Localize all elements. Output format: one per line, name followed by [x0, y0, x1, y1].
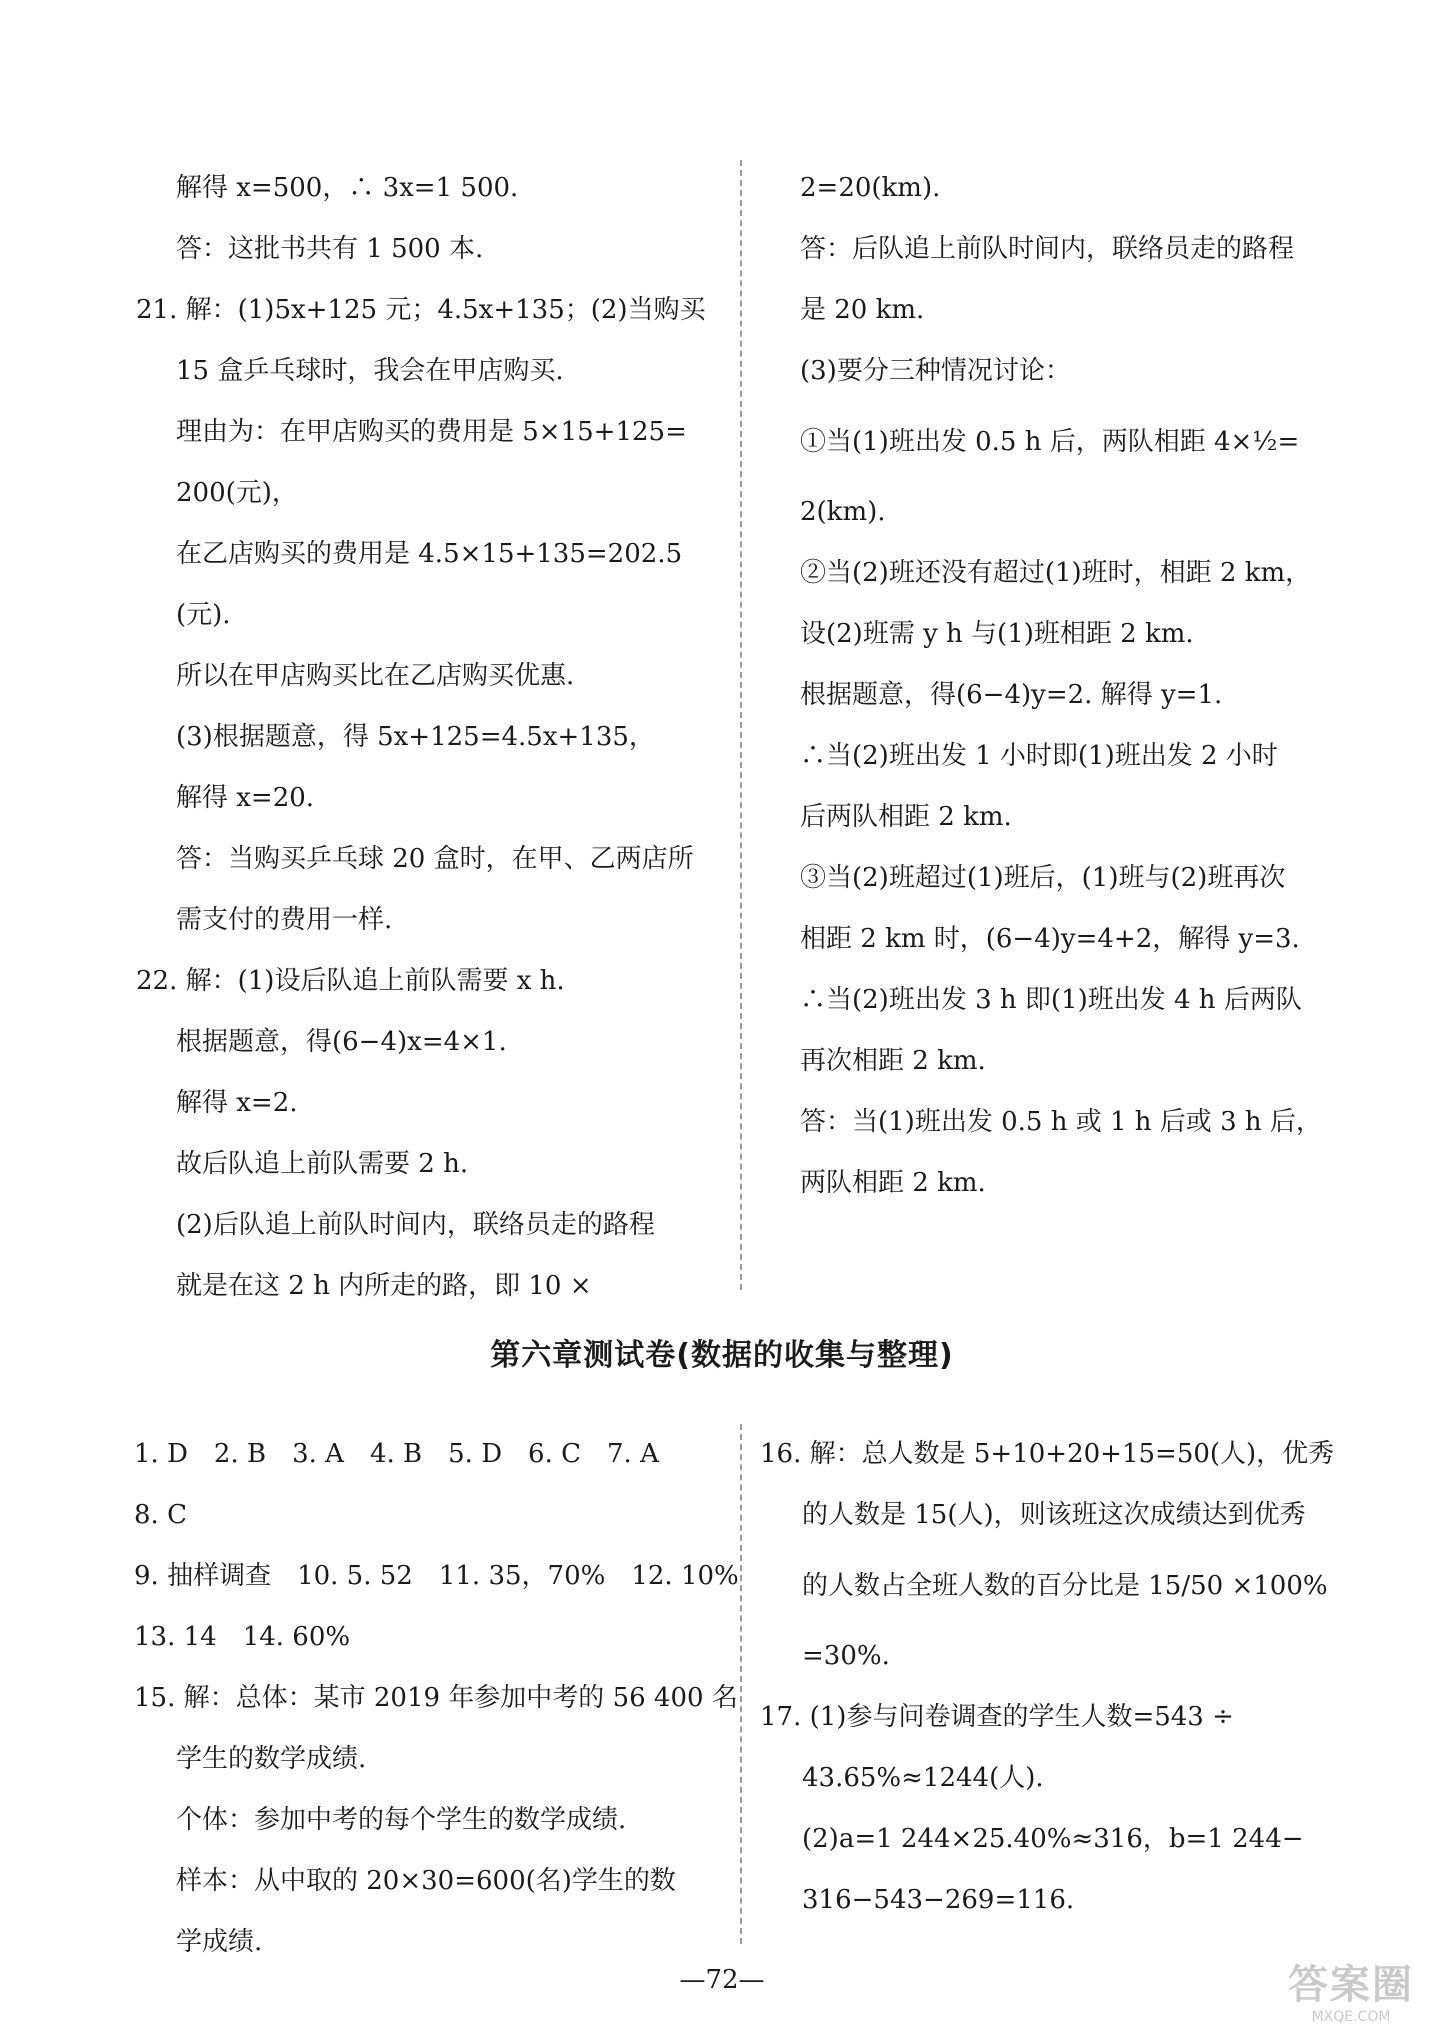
text-line: 13. 14 14. 60%: [134, 1622, 351, 1652]
text-line: 所以在甲店购买比在乙店购买优惠.: [176, 661, 575, 691]
text-line: 需支付的费用一样.: [176, 905, 393, 935]
page-number: —72—: [679, 1965, 765, 1995]
right-column-bottom: [760, 1424, 1360, 1931]
text-line: 2(km).: [800, 497, 886, 527]
text-line: 故后队追上前队需要 2 h.: [176, 1149, 469, 1179]
text-line: 学成绩.: [176, 1927, 263, 1957]
text-line: 答：当购买乒乓球 20 盒时，在甲、乙两店所: [176, 844, 694, 874]
text-line: 就是在这 2 h 内所走的路，即 10 ×: [176, 1271, 592, 1301]
text-line: 解得 x=500，∴ 3x=1 500.: [176, 173, 519, 203]
text-line: (3)根据题意，得 5x+125=4.5x+135，: [176, 722, 655, 752]
text-line: 2=20(km).: [800, 173, 941, 203]
watermark-logo: [1276, 1963, 1426, 2033]
text-line: (3)要分三种情况讨论：: [800, 356, 1071, 386]
left-column-top: [136, 158, 736, 1317]
text-line: 解得 x=20.: [176, 783, 315, 813]
watermark-url: MXQE.COM: [1311, 2009, 1391, 2025]
text-line: 的人数是 15(人)，则该班这次成绩达到优秀: [802, 1500, 1306, 1530]
text-line: ②当(2)班还没有超过(1)班时，相距 2 km，: [800, 558, 1312, 588]
text-line: 316−543−269=116.: [802, 1885, 1075, 1915]
text-line: 17. (1)参与问卷调查的学生人数=543 ÷: [760, 1702, 1234, 1732]
text-line: 9. 抽样调查 10. 5. 52 11. 35，70% 12. 10%: [134, 1561, 739, 1591]
text-line: (2)后队追上前队时间内，联络员走的路程: [176, 1210, 655, 1240]
text-line: 21. 解：(1)5x+125 元；4.5x+135；(2)当购买: [136, 295, 706, 325]
watermark-main: 答案圈: [1288, 1962, 1414, 2008]
text-line: 在乙店购买的费用是 4.5×15+135=202.5: [176, 539, 683, 569]
text-line: 后两队相距 2 km.: [800, 802, 1012, 832]
text-line: ③当(2)班超过(1)班后，(1)班与(2)班再次: [800, 863, 1286, 893]
text-line: 两队相距 2 km.: [800, 1168, 986, 1198]
text-line: ∴当(2)班出发 1 小时即(1)班出发 2 小时: [800, 741, 1278, 771]
text-line: 答：后队追上前队时间内，联络员走的路程: [800, 234, 1295, 264]
text-line: 1. D 2. B 3. A 4. B 5. D 6. C 7. A: [134, 1439, 659, 1469]
text-line: 是 20 km.: [800, 295, 925, 325]
text-line: 解得 x=2.: [176, 1088, 298, 1118]
text-line: (2)a=1 244×25.40%≈316，b=1 244−: [802, 1824, 1304, 1854]
text-line: 个体：参加中考的每个学生的数学成绩.: [176, 1805, 627, 1835]
left-column-bottom: [134, 1424, 739, 1973]
text-line: 根据题意，得(6−4)x=4×1.: [176, 1027, 507, 1057]
text-line: 22. 解：(1)设后队追上前队需要 x h.: [136, 966, 565, 996]
text-line: 学生的数学成绩.: [176, 1744, 367, 1774]
chapter-title: 第六章测试卷(数据的收集与整理): [490, 1338, 954, 1373]
text-line: 15 盒乒乓球时，我会在甲店购买.: [176, 356, 564, 386]
text-line: 再次相距 2 km.: [800, 1046, 986, 1076]
text-line: ①当(1)班出发 0.5 h 后，两队相距 4×½=: [800, 427, 1300, 457]
text-line: ∴当(2)班出发 3 h 即(1)班出发 4 h 后两队: [800, 985, 1302, 1015]
text-line: 8. C: [134, 1500, 187, 1530]
text-line: 答：这批书共有 1 500 本.: [176, 234, 484, 264]
text-line: 答：当(1)班出发 0.5 h 或 1 h 后或 3 h 后，: [800, 1107, 1322, 1137]
column-divider-bottom: [740, 1424, 742, 1944]
text-line: 样本：从中取的 20×30=600(名)学生的数: [176, 1866, 676, 1896]
text-line: 的人数占全班人数的百分比是 15/50 ×100%: [802, 1571, 1328, 1601]
text-line: 相距 2 km 时，(6−4)y=4+2，解得 y=3.: [800, 924, 1300, 954]
text-line: 43.65%≈1244(人).: [802, 1763, 1044, 1793]
text-line: 设(2)班需 y h 与(1)班相距 2 km.: [800, 619, 1194, 649]
text-line: (元).: [176, 600, 231, 630]
text-line: 16. 解：总人数是 5+10+20+15=50(人)，优秀: [760, 1439, 1335, 1469]
text-line: =30%.: [802, 1641, 890, 1671]
text-line: 15. 解：总体：某市 2019 年参加中考的 56 400 名: [134, 1683, 738, 1713]
column-divider-top: [740, 160, 742, 1290]
text-line: 200(元)，: [176, 478, 298, 508]
right-column-top: [800, 158, 1360, 1214]
text-line: 根据题意，得(6−4)y=2. 解得 y=1.: [800, 680, 1223, 710]
text-line: 理由为：在甲店购买的费用是 5×15+125=: [176, 417, 687, 447]
